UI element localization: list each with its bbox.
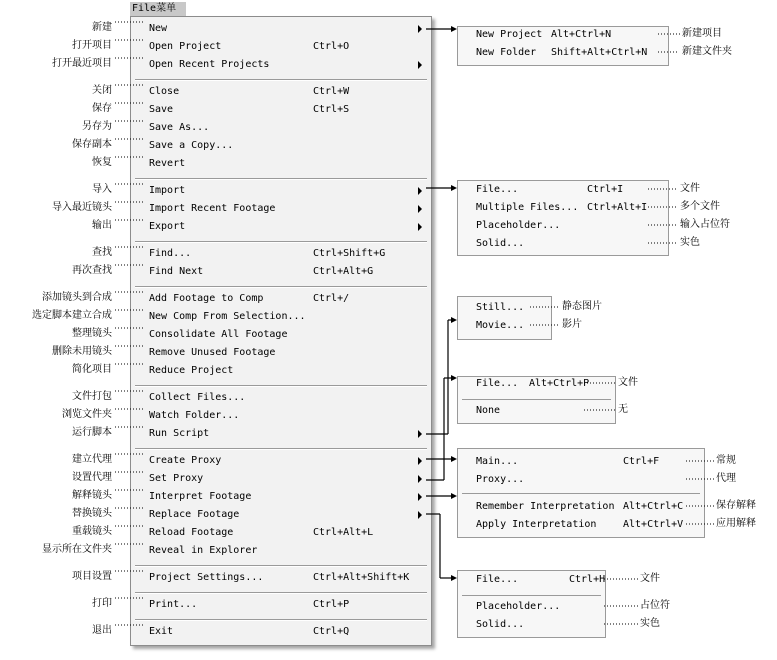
menu-item-label: Reveal in Explorer — [149, 545, 258, 556]
menu-item-label: Reload Footage — [149, 527, 234, 538]
connector-arrow-icon — [451, 493, 457, 499]
submenu-item-label: Apply Interpretation — [476, 519, 597, 530]
submenu-item-label: Multiple Files... — [476, 202, 579, 213]
chinese-label: 实色 — [680, 237, 700, 248]
chinese-label: 打开最近项目 — [52, 58, 112, 69]
chinese-label: 文件 — [640, 573, 660, 584]
menu-item-label: New Comp From Selection... — [149, 311, 306, 322]
submenu-item-shortcut: Ctrl+F — [623, 456, 660, 467]
submenu-item-shortcut: Alt+Ctrl+N — [551, 29, 612, 40]
chinese-label: 退出 — [92, 625, 112, 636]
chinese-label: 解释镜头 — [72, 490, 112, 501]
chinese-label: 运行脚本 — [72, 427, 112, 438]
chinese-label: 实色 — [640, 618, 660, 629]
chinese-label: 保存副本 — [72, 139, 112, 150]
menu-item-label: Reduce Project — [149, 365, 234, 376]
chinese-label: 再次查找 — [72, 265, 112, 276]
submenu-item-label: Placeholder... — [476, 220, 561, 231]
chinese-label: 恢复 — [92, 157, 112, 168]
chinese-label: 显示所在文件夹 — [42, 544, 112, 555]
submenu-item-shortcut: Alt+Ctrl+C — [623, 501, 684, 512]
chinese-label: 导入 — [92, 184, 112, 195]
submenu-item-label: Still... — [476, 302, 525, 313]
chinese-label: 常规 — [716, 455, 736, 466]
menu-item-label: Project Settings... — [149, 572, 264, 583]
chinese-label: 添加镜头到合成 — [42, 292, 112, 303]
chinese-label: 新建项目 — [682, 28, 722, 39]
connector-arrow-icon — [451, 317, 457, 323]
chinese-label: 简化项目 — [72, 364, 112, 375]
submenu-item-shortcut: Alt+Ctrl+V — [623, 519, 684, 530]
menu-item-label: Watch Folder... — [149, 410, 240, 421]
submenu-item-label: File... — [476, 184, 519, 195]
submenu-item-label: Remember Interpretation — [476, 501, 615, 512]
menu-item-shortcut: Ctrl+P — [313, 599, 350, 610]
submenu-item-label: File... — [476, 574, 519, 585]
connector-arrow-icon — [451, 375, 457, 381]
menu-item-label: Open Recent Projects — [149, 59, 270, 70]
chinese-label: 应用解释 — [716, 518, 756, 529]
chinese-label: 替换镜头 — [72, 508, 112, 519]
menu-item-label: Find... — [149, 248, 192, 259]
menu-item-label: Run Script — [149, 428, 210, 439]
menu-item-label: Import — [149, 185, 186, 196]
menu-item-label: Print... — [149, 599, 198, 610]
menu-item-shortcut: Ctrl+Alt+G — [313, 266, 374, 277]
submenu-item-label: None — [476, 405, 501, 416]
chinese-label: 整理镜头 — [72, 328, 112, 339]
menu-item-shortcut: Ctrl+S — [313, 104, 350, 115]
connector-arrow-icon — [451, 26, 457, 32]
menu-item-label: Open Project — [149, 41, 222, 52]
chinese-label: 设置代理 — [72, 472, 112, 483]
submenu-item-shortcut: Shift+Alt+Ctrl+N — [551, 47, 648, 58]
chinese-label: 删除未用镜头 — [52, 346, 112, 357]
chinese-label: 重载镜头 — [72, 526, 112, 537]
chinese-label: 文件 — [618, 377, 638, 388]
submenu-item-label: Movie... — [476, 320, 525, 331]
window-title: File菜单 — [130, 2, 186, 16]
submenu-item-label: Placeholder... — [476, 601, 561, 612]
submenu-item-label: New Project — [476, 29, 543, 40]
submenu-item-shortcut: Ctrl+I — [587, 184, 624, 195]
menu-item-label: Exit — [149, 626, 174, 637]
menu-item-label: Interpret Footage — [149, 491, 252, 502]
connector-arrow-icon — [451, 456, 457, 462]
chinese-label: 建立代理 — [72, 454, 112, 465]
menu-item-shortcut: Ctrl+/ — [313, 293, 350, 304]
chinese-label: 另存为 — [82, 121, 112, 132]
chinese-label: 占位符 — [640, 600, 670, 611]
chinese-label: 输入占位符 — [680, 219, 730, 230]
chinese-label: 打印 — [92, 598, 112, 609]
menu-item-label: Consolidate All Footage — [149, 329, 288, 340]
chinese-label: 输出 — [92, 220, 112, 231]
menu-item-label: Create Proxy — [149, 455, 222, 466]
menu-item-label: Replace Footage — [149, 509, 240, 520]
submenu-item-label: Solid... — [476, 619, 525, 630]
submenu-item-label: File... — [476, 378, 519, 389]
menu-item-label: Collect Files... — [149, 392, 246, 403]
chinese-label: 代理 — [716, 473, 736, 484]
menu-item-shortcut: Ctrl+O — [313, 41, 350, 52]
submenu-item-shortcut: Alt+Ctrl+P — [529, 378, 590, 389]
chinese-label: 打开项目 — [72, 40, 112, 51]
menu-item-shortcut: Ctrl+Shift+G — [313, 248, 386, 259]
chinese-label: 浏览文件夹 — [62, 409, 112, 420]
menu-item-shortcut: Ctrl+Q — [313, 626, 350, 637]
chinese-label: 查找 — [92, 247, 112, 258]
submenu-item-label: New Folder — [476, 47, 537, 58]
submenu-item-label: Main... — [476, 456, 519, 467]
chinese-label: 文件打包 — [72, 391, 112, 402]
chinese-label: 保存解释 — [716, 500, 756, 511]
menu-item-label: Import Recent Footage — [149, 203, 276, 214]
menu-item-label: Close — [149, 86, 180, 97]
chinese-label: 静态图片 — [562, 301, 602, 312]
menu-item-label: Add Footage to Comp — [149, 293, 264, 304]
menu-item-shortcut: Ctrl+Alt+L — [313, 527, 374, 538]
connector-arrow-icon — [451, 575, 457, 581]
menu-item-shortcut: Ctrl+Alt+Shift+K — [313, 572, 410, 583]
menu-item-label: Save — [149, 104, 174, 115]
menu-item-label: Export — [149, 221, 186, 232]
menu-item-label: Save a Copy... — [149, 140, 234, 151]
chinese-label: 关闭 — [92, 85, 112, 96]
chinese-label: 多个文件 — [680, 201, 720, 212]
submenu-item-label: Proxy... — [476, 474, 525, 485]
submenu-item-label: Solid... — [476, 238, 525, 249]
submenu-item-shortcut: Ctrl+Alt+I — [587, 202, 648, 213]
menu-item-label: Find Next — [149, 266, 204, 277]
chinese-label: 无 — [618, 404, 628, 415]
chinese-label: 保存 — [92, 103, 112, 114]
connector-arrow-icon — [451, 185, 457, 191]
menu-item-label: New — [149, 23, 168, 34]
chinese-label: 导入最近镜头 — [52, 202, 112, 213]
menu-item-label: Save As... — [149, 122, 210, 133]
menu-item-label: Remove Unused Footage — [149, 347, 276, 358]
chinese-label: 项目设置 — [72, 571, 112, 582]
menu-item-label: Revert — [149, 158, 186, 169]
chinese-label: 新建文件夹 — [682, 46, 732, 57]
chinese-label: 影片 — [562, 319, 582, 330]
chinese-label: 选定脚本建立合成 — [32, 310, 112, 321]
submenu-item-shortcut: Ctrl+H — [569, 574, 606, 585]
menu-item-shortcut: Ctrl+W — [313, 86, 350, 97]
chinese-label: 文件 — [680, 183, 700, 194]
menu-item-label: Set Proxy — [149, 473, 204, 484]
chinese-label: 新建 — [92, 22, 112, 33]
